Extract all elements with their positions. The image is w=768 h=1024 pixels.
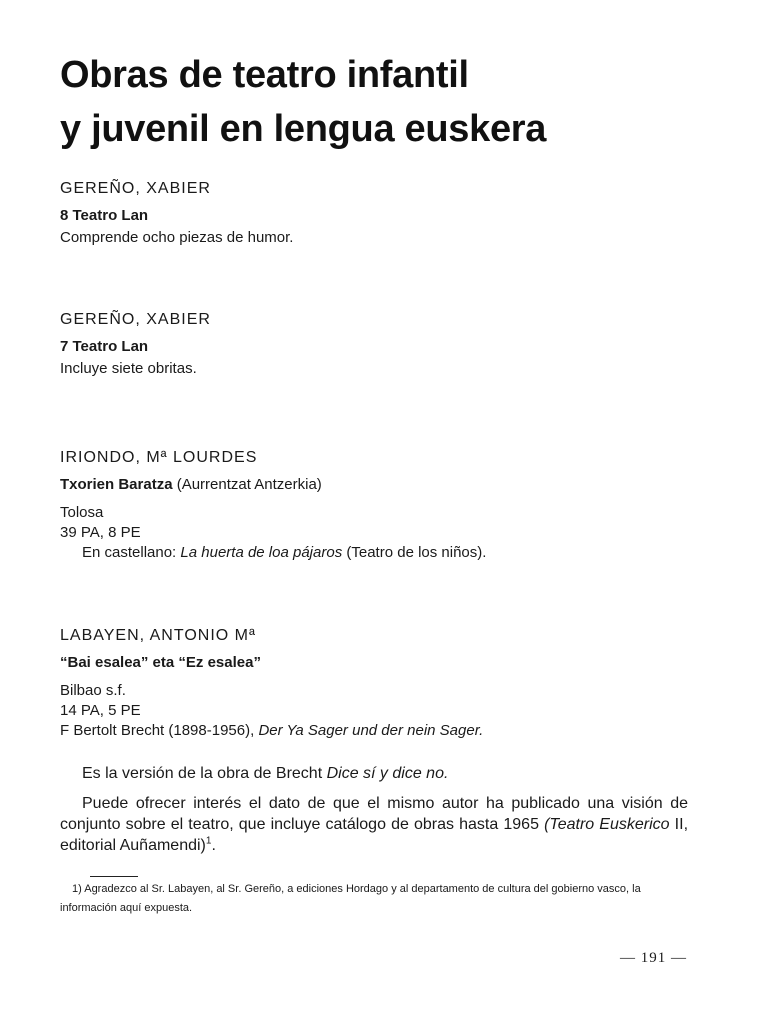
note-title: La huerta de loa pájaros (180, 544, 343, 561)
entry-cast: 39 PA, 8 PE (60, 524, 141, 541)
entry-work (60, 473, 720, 497)
title-line-1: Obras de teatro infantil (60, 54, 469, 96)
page-title (60, 48, 720, 156)
paragraph-end: . (211, 837, 216, 854)
entry-author: GEREÑO, XABIER (60, 311, 211, 328)
entry-work-title: “Bai esalea” eta “Ez esalea” (60, 654, 261, 671)
source-title: Der Ya Sager und der nein Sager. (258, 722, 484, 739)
paragraph-italic: (Teatro Euskerico (544, 816, 670, 833)
paragraph-suffix: II, editorial Auñamendi) (60, 816, 689, 854)
entry-source (60, 721, 720, 741)
footnote-ref: 1 (205, 835, 212, 847)
entry-note (60, 543, 720, 563)
page-number: — 191 — (620, 950, 687, 966)
paragraph-text: Puede ofrecer interés el dato de que el mismo autor ha publicado una visión de conjunto sobre el teatro, que incluye catálogo de obras hasta 1965 (60, 795, 688, 833)
paragraph-interest (60, 793, 688, 856)
paragraph-italic: Dice sí y dice no. (326, 765, 449, 782)
entry-author: GEREÑO, XABIER (60, 180, 211, 197)
entry-work-title: 7 Teatro Lan (60, 338, 149, 355)
note-suffix: (Teatro de los niños). (342, 544, 487, 561)
entry-author: IRIONDO, Mª LOURDES (60, 449, 258, 466)
paragraph-version (60, 763, 688, 784)
entry-description: Incluye siete obritas. (60, 360, 197, 377)
entry-gereno-7 (60, 309, 720, 379)
entry-work-title: 8 Teatro Lan (60, 207, 149, 224)
entry-cast: 14 PA, 5 PE (60, 702, 141, 719)
entry-author: LABAYEN, ANTONIO Mª (60, 627, 256, 644)
entry-place: Bilbao s.f. (60, 682, 126, 699)
note-prefix: En castellano: (82, 544, 181, 561)
entry-place: Tolosa (60, 504, 104, 521)
title-line-2: y juvenil en lengua euskera (60, 108, 547, 150)
entry-work-title: Txorien Baratza (60, 476, 173, 493)
footnote-divider (90, 876, 138, 877)
entry-description: Comprende ocho piezas de humor. (60, 229, 294, 246)
entry-iriondo (60, 447, 720, 563)
entry-gereno-8 (60, 178, 720, 248)
footnote: 1) Agradezco al Sr. Labayen, al Sr. Gereño, a ediciones Hordago y al departamento de cultura del gobierno vasco, la información aquí expuesta. (60, 883, 641, 914)
entry-labayen (60, 625, 720, 741)
entry-work-subtitle: (Aurrentzat Antzerkia) (176, 476, 322, 493)
source-prefix: F Bertolt Brecht (1898-1956), (60, 722, 259, 739)
paragraph-text: Es la versión de la obra de Brecht (82, 765, 327, 782)
